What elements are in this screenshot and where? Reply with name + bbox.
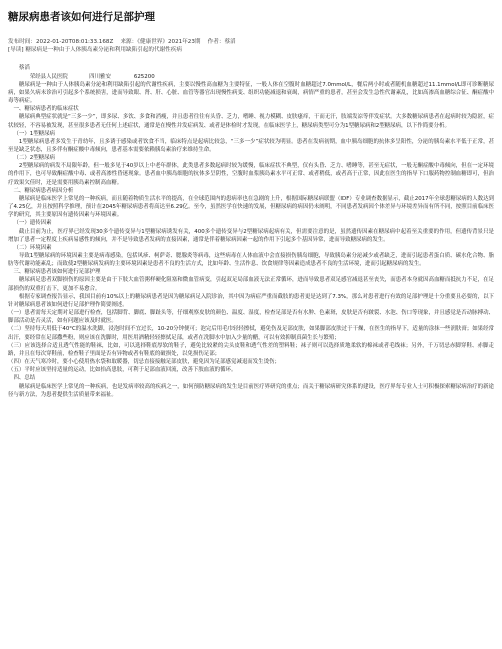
paragraph: （四）在天气寒冷时，要小心使用热水袋和取暖器，切忌直接接触足部皮肤，避免因为足部感觉减退而发生烫伤； — [8, 359, 280, 366]
paragraph: 糖尿病是一种由于人体胰岛素分泌和利用缺陷引起的代谢性疾病，主要以慢性高血糖为主要特征，一般人体在空腹时血糖超过7.0mmol/L，餐后两小时或者随机血糖超过11.1mmol/L即可诊断糖尿病，如果久病未诊治可引起多个系统损害，进而导致眼、肾、肝、心脏、血管等器官出现慢性病变、组织功能减退和衰竭，病情严重的患者，甚至会发生急性代谢紊乱，比如高渗高血糖综合征、酮症酸中毒等病症。 — [8, 81, 494, 105]
paragraph: （五）平时应该坚持适量的运动，比如抬高患肢，可利于足部血液回流，改善下肢血液的循环。 — [8, 367, 237, 374]
author-institution: 荣经县人民医院 — [29, 73, 68, 80]
section-heading: （一）遗传因素 — [13, 220, 52, 227]
paragraph: （二）坚持每天用低于40°C的温水洗脚，浸泡时间不宜过长，10-20分钟便可；泡完后用毛巾轻轻擦拭，避免伤及足部皮肤，如果脚部皮肤过于干燥，在医生的指导下，适量的涂抹一些润肤膏；如果经常出汗，要经常在足部撒些粉，则应该在洗脚时，用医用酒精轻轻擦拭足部，或者在洗脚水中加入少量的醋，可以有效抑制真菌生长与繁殖； — [8, 326, 494, 341]
author-affiliation — [8, 73, 494, 81]
source: 来源：《健康世界》2021年23期 — [120, 39, 201, 45]
publication-meta — [8, 38, 494, 46]
abstract: [导读] 糖尿病是一种由于人体胰岛素分泌和利用缺陷引起的代谢性疾病 — [8, 47, 182, 54]
document-title: 糖尿病患者该如何进行足部护理 — [8, 11, 155, 23]
paragraph: 糖尿病足患者双脚损伤的原因主要是由于下肢大血管粥样硬化阻塞和微血管病变，引起双足局部血液无法正常循环，进而导致患者双足感官减退甚至丧失，而患者本身就因高血糖而抵抗力不足，在足部损伤的双重打击下，更加不易愈合。 — [8, 277, 494, 292]
paragraph: 糖尿病典型症状就是“三多一少”，即多尿、多饮、多食和消瘦，并且患者往往有头昏、乏力，嗜睡、视力模糊、皮肤瘙痒，干而无汗，肢端发凉等伴发症状。大多数糖尿病患者在起病时较为隐匿，症状较轻，不容易被发现，甚至很多患者无任何上述症状，通常是在慢性并发症病发、或者是体检时才发现，在临床医学上，糖尿病类型可分为1型糖尿病和2型糖尿病，以下作简要分析。 — [8, 114, 494, 129]
paragraph: 截止目前为止，医疗界已经发现30多个遗传变异与1型糖尿病诱发有关，400多个遗传变异与2型糖尿病起病有关，但需要注意的是，虽然遗传因素在糖尿病中起着至关重要的作用，但遗传背景只是增加了患者一定程度上疾病易感性的倾向，并不是导致患者发病的直接因素，通常是伴着糖尿病因素一起的作用下引起多个基因异常，进而导致糖尿病的发生。 — [8, 228, 494, 243]
author-name: 蔡滔 — [18, 65, 30, 72]
section-heading: （一）1型糖尿病 — [13, 130, 55, 137]
section-heading: （二）2型糖尿病 — [13, 155, 55, 162]
section-heading: 一、糖尿病患者的临床症状 — [13, 106, 79, 113]
section-heading: 四、总结 — [13, 375, 36, 382]
paragraph: 糖尿病是临床医学上常见的一种疾病，也是发病率较高的疾病之一，如何预防糖尿病的发生是目前医疗界研究的重点；而关于糖尿病研究体系的建设，医疗界每专业人士可积极探索糖尿病治疗的新途径与新方法，为患者提供生活质量带来福祉。 — [8, 383, 494, 398]
paragraph: （一）患者需每天定期对足部进行检查，包括脚背、脚底、脚趾头等，仔细观察皮肤的颜色、温度、湿度，检查足部是否有水肿、色素斑，皮肤是否有皲裂、水泡、伤口等现象，并且感觉是否动脉搏动、脚部活动是否灵活，如有问题应该及时就医。 — [8, 310, 494, 325]
section-heading: 二、糖尿病患者病因分析 — [13, 187, 74, 194]
paragraph: 糖尿病是临床医学上常见的一种疾病，而且随着物质生活水平的提高，在全球范围内的患病率也在急剧的上升，根据国际糖尿病联盟（IDF）专业调查数据显示，截止2017年全球患糖尿病的人数达到了4.25亿，并且按照科学推理，预计在2045年糖尿病患者将高达至6.29亿。至今，虽然医学在快速的发展，但糖尿病的病因仍未阐明，不同患者发病因个体差异与环境差异而有所不同，按照目前临床医学的研究，其主要原因有遗传因素与环境因素。 — [8, 195, 494, 219]
paragraph: 1型糖尿病患者多发生于青幼年，且多诱于感染或者饮食不当，临床特点是起病比较急，“三多一少”症状较为明显。患者在发病初期，血中胰岛细胞的抗体多呈阳性，分泌的胰岛素水平低于正常，甚至是缺乏状态，且多伴有酮症酸中毒倾向，患者基本需要依赖胰岛素治疗来维持生命。 — [8, 138, 494, 153]
paragraph: 根据专家调查报告显示，我国目前有10%以上的糖尿病患者是因为糖尿病足入院诊治，其中因为病症严重而截肢的患者更是达到了7.3%，那么对患者进行有效的足部护理是十分重要且必要的，以下针对糖尿病患者该如何进行足部护理作简要阐述。 — [8, 293, 494, 308]
paragraph: 2型糖尿病的病发不局限年龄，但一般多见于40岁以上中老年群体，此类患者多数起病时较为缓慢，临床症状不典型，仅有头昏、乏力、嗜睡等，甚至无症状，一般无酮症酸中毒倾向，但在一定环境的作用下，也可导致酮症酸中毒、或者高渗性昏迷现象。患者血中胰岛细胞的抗体多呈阴性，空腹时血浆胰岛素水平可正常、或者稍低，或者高于正常，因此在医生的指导下口服药物控制血糖即可，但治疗效果欠佳时，还是需要用胰岛素控制高血糖。 — [8, 163, 494, 186]
author-meta: 作者：蔡滔 — [207, 39, 236, 45]
article-body — [8, 64, 494, 398]
paragraph-list — [8, 81, 494, 399]
publish-time: 发布时间：2022-01-20T08:01:33.168Z — [8, 39, 114, 45]
paragraph: 导致1型糖尿病的环境因素主要是病毒感染，包括风疹、柯萨奇、腮腺炎等病毒，这些病毒在人体血液中会直接损伤胰岛细胞，导致胰岛素分泌减少或者缺乏，进而引起患者蛋白质、碳水化合物、脂肪等代谢功能紊乱；而致使2型糖尿病发病的主要环境因素是患者不良的生活方式，比如年龄、生活作息、饮食规律等因素造成患者不良的生活环境，进而引起糖尿病的发生。 — [8, 253, 494, 268]
section-heading: （二）环境因素 — [13, 244, 52, 251]
author-postcode: 625200 — [133, 73, 155, 80]
author-province: 四川雅安 — [89, 73, 111, 80]
paragraph: （三）应该选择合适且透气性能的鞋袜，比如，可以选择鞋底厚软的鞋子，避免比较紧的尖头皮鞋和透气性差的塑料鞋；袜子则可以选择质地柔软的棉袜或者毛线袜；另外，千万切忌赤脚穿鞋、赤脚走路，并且在每次穿鞋前，检查鞋子里面是否有异物或者有鞋底的破损处，以免损伤足部； — [8, 342, 494, 357]
section-heading: 三、糖尿病患者该如何进行足部护理 — [13, 269, 101, 276]
